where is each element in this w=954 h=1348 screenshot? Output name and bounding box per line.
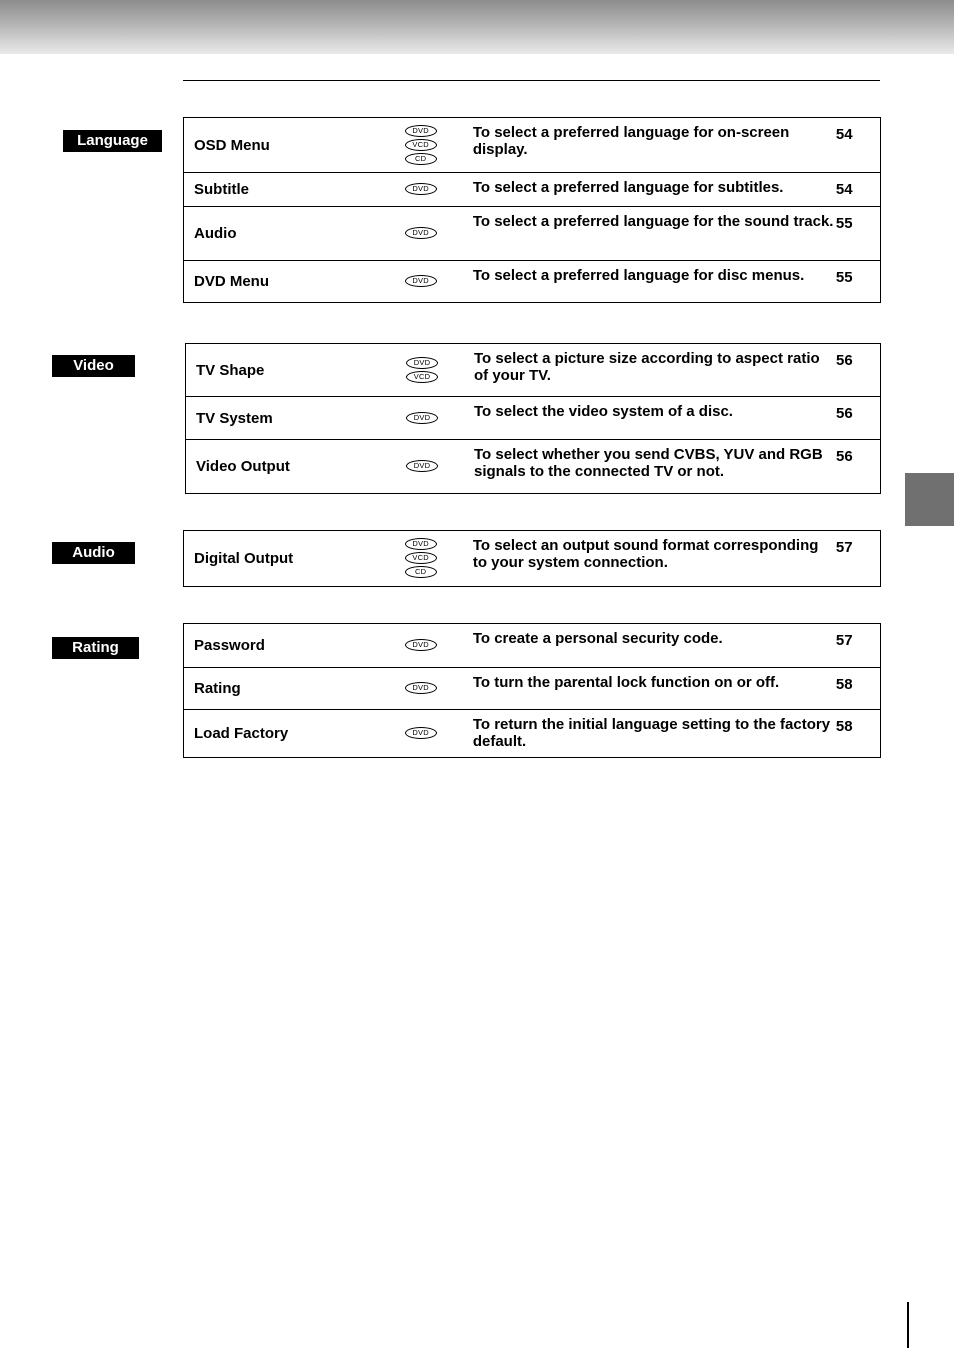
setting-description: To select a preferred language for disc menus. <box>473 261 836 303</box>
page-reference: 56 <box>836 397 881 440</box>
page-reference: 54 <box>835 126 853 143</box>
disc-icons <box>391 118 473 173</box>
cd-disc-icon: CD <box>405 153 437 165</box>
setting-name: Password <box>194 637 265 654</box>
dvd-disc-icon: DVD <box>405 639 437 651</box>
vcd-disc-icon: VCD <box>405 139 437 151</box>
page-edge-line <box>907 1302 909 1348</box>
table-row <box>186 344 881 397</box>
setting-description: To select a picture size according to aspect ratio of your TV. <box>474 350 820 384</box>
page-reference: 55 <box>836 207 881 261</box>
setting-name: Subtitle <box>184 173 391 207</box>
setting-name: Digital Output <box>194 550 294 567</box>
table-row <box>184 710 881 758</box>
dvd-disc-icon: DVD <box>405 538 437 550</box>
disc-icons <box>392 440 474 494</box>
setting-description: To select a preferred language for subtitles. <box>473 173 836 207</box>
table-row <box>186 397 881 440</box>
page-reference: 54 <box>836 173 881 207</box>
page-reference: 58 <box>836 668 881 710</box>
table-row <box>186 440 881 494</box>
page-reference: 56 <box>836 352 853 369</box>
cd-disc-icon: CD <box>405 566 437 578</box>
setting-name: Audio <box>184 207 391 261</box>
setting-description: To create a personal security code. <box>472 630 723 647</box>
setting-description: To return the initial language setting to the factory default. <box>473 710 836 758</box>
disc-icons <box>391 710 473 758</box>
section-label-language: Language <box>63 130 162 152</box>
disc-icons <box>392 344 474 397</box>
vcd-disc-icon: VCD <box>406 371 438 383</box>
table-row <box>184 668 881 710</box>
setting-name: TV System <box>186 397 393 440</box>
setting-name: DVD Menu <box>184 261 391 303</box>
settings-table-video <box>185 343 881 494</box>
table-row <box>184 118 881 173</box>
vcd-disc-icon: VCD <box>405 552 437 564</box>
disc-icons <box>391 173 473 207</box>
dvd-disc-icon: DVD <box>405 183 437 195</box>
setting-description: To select a preferred language for on-screen display. <box>472 124 790 158</box>
disc-icons <box>392 397 474 440</box>
dvd-disc-icon: DVD <box>405 727 437 739</box>
setting-name: Rating <box>184 668 391 710</box>
section-label-audio: Audio <box>52 542 135 564</box>
header-rule <box>183 80 880 81</box>
setting-name: Load Factory <box>184 710 391 758</box>
dvd-disc-icon: DVD <box>405 275 437 287</box>
dvd-disc-icon: DVD <box>406 412 438 424</box>
setting-name: OSD Menu <box>194 136 270 154</box>
dvd-disc-icon: DVD <box>405 682 437 694</box>
page-reference: 55 <box>836 261 881 303</box>
table-row <box>184 624 881 668</box>
dvd-disc-icon: DVD <box>405 125 437 137</box>
settings-table-audio <box>183 530 881 587</box>
page-reference: 58 <box>836 710 881 758</box>
page-reference: 57 <box>835 539 853 556</box>
table-row <box>184 207 881 261</box>
disc-icons <box>391 668 473 710</box>
table-row <box>184 531 881 587</box>
setting-description: To select whether you send CVBS, YUV and RGB signals to the connected TV or not. <box>474 440 836 494</box>
setting-name: Video Output <box>186 440 393 494</box>
setting-description: To select the video system of a disc. <box>474 397 836 440</box>
dvd-disc-icon: DVD <box>406 357 438 369</box>
disc-icons <box>391 531 473 587</box>
disc-icons <box>391 207 473 261</box>
table-row <box>184 173 881 207</box>
page-reference: 57 <box>835 632 853 649</box>
setting-name: TV Shape <box>196 361 265 379</box>
section-label-rating: Rating <box>52 637 139 659</box>
setting-description: To turn the parental lock function on or off. <box>473 668 836 710</box>
settings-table-rating <box>183 623 881 758</box>
table-row <box>184 261 881 303</box>
chapter-tab <box>905 473 954 526</box>
section-label-video: Video <box>52 355 135 377</box>
page-reference: 56 <box>836 440 881 494</box>
setting-description: To select a preferred language for the sound track. <box>473 207 836 261</box>
disc-icons <box>391 261 473 303</box>
header-band <box>0 0 954 54</box>
setting-description: To select an output sound format corresponding to your system connection. <box>472 537 819 571</box>
disc-icons <box>391 624 473 668</box>
dvd-disc-icon: DVD <box>406 460 438 472</box>
settings-table-language <box>183 117 881 303</box>
dvd-disc-icon: DVD <box>405 227 437 239</box>
